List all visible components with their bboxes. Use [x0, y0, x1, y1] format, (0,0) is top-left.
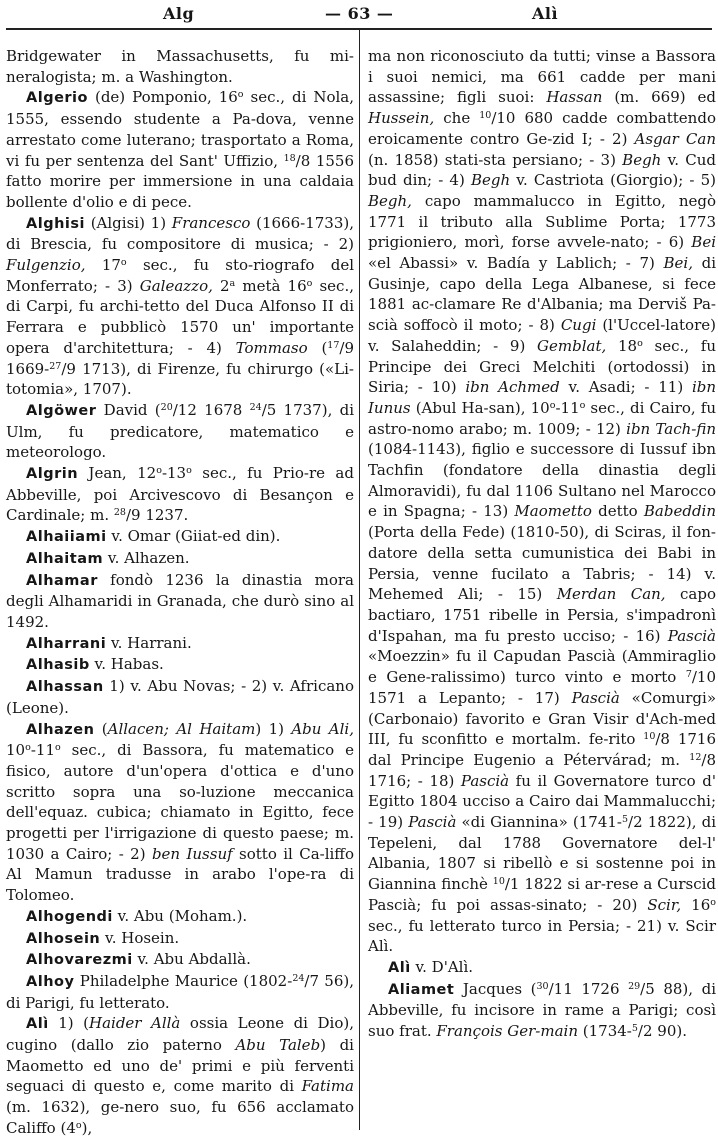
dictionary-entry: Alhaiiami v. Omar (Giiat-ed din).	[26, 527, 281, 546]
dictionary-entry: Alhosein v. Hosein.	[26, 928, 180, 947]
dictionary-entry: Algerio (de) Pomponio, 16$^o$ sec., di Nola, 1555, essendo studente a Pa-dova, venne arrestato come luterano; trasportato a Roma, vi fu per sentenza del Sant' Uffizio, $^{18}$/8 1556 fatto morire per immersione in una caldaia bollente d'olio e di pece.	[6, 88, 354, 211]
left-column	[6, 46, 354, 1139]
dictionary-entry: Alhogendi v. Abu (Moham.).	[26, 906, 248, 925]
dictionary-entry: Alhasib v. Habas.	[26, 655, 164, 674]
header-last-entry: Alì	[532, 4, 559, 23]
running-header	[0, 4, 718, 26]
dictionary-entry: Alhamar fondò 1236 la dinastia mora degli Alhamaridi in Granada, che durò sino al 1492.	[6, 570, 354, 631]
header-first-entry: Alg	[163, 4, 195, 23]
dictionary-entry: Alhoy Philadelphe Maurice (1802-$^{24}$/7 56), di Parigi, fu letterato.	[6, 971, 354, 1012]
dictionary-entry: Bridgewater in Massachusetts, fu mi-neralogista; m. a Washington.	[6, 47, 354, 86]
column-divider	[359, 30, 360, 1130]
dictionary-entry: Alhassan 1) v. Abu Novas; - 2) v. Africano (Leone).	[6, 677, 354, 717]
right-column	[368, 46, 716, 1042]
dictionary-entry: Alhovarezmi v. Abu Abdallà.	[26, 950, 251, 969]
dictionary-entry: Algöwer David ($^{20}$/12 1678 $^{24}$/5 1737), di Ulm, fu predicatore, matematico e meteorologo.	[6, 400, 355, 462]
dictionary-entry: Alì v. D'Alì.	[388, 957, 474, 976]
dictionary-entry: Aliamet Jacques ($^{30}$/11 1726 $^{29}$/5 88), di Abbeville, fu incisore in rame a Parigi; così suo frat. François Ger-main (1734-$^5$/2 90).	[368, 979, 716, 1041]
dictionary-entry: Alharrani v. Harrani.	[26, 633, 192, 652]
dictionary-entry: Algrin Jean, 12$^o$-13$^o$ sec., fu Prio-re ad Abbeville, poi Arcivescovo di Besançon e Cardinale; m. $^{28}$/9 1237.	[6, 464, 354, 525]
dictionary-entry: Alì 1) (Haider Allà ossia Leone di Dio), cugino (dallo zio paterno Abu Taleb) di Maometto ed uno de' primi e più ferventi seguaci di questo e, come marito di Fatima (m. 1632), ge-nero suo, fu 656 acclamato Califfo (4$^o$),	[6, 1014, 354, 1137]
dictionary-entry: ma non riconosciuto da tutti; vinse a Bassora i suoi nemici, ma 661 cadde per mani assassine; figli suoi: Hassan (m. 669) ed Hussein, che $^{10}$/10 680 cadde combattendo eroicamente contro Ge-zid I; - 2) Asgar Can (n. 1858) stati-sta persiano; - 3) Begh v. Cud bud din; - 4) Begh v. Castriota (Giorgio); - 5) Begh, capo mammalucco in Egitto, negò 1771 il tributo alla Sublime Porta; 1773 prigioniero, morì, forse avvele-nato; - 6) Bei «el Abassi» v. Badía y Lablich; - 7) Bei, di Gusinje, capo della Lega Albanese, si fece 1881 ac-clamare Re d'Albania; ma Derviš Pa-scià soffocò il moto; - 8) Cugi (l'Uccel-latore) v. Salaheddin; - 9) Gemblat, 18$^o$ sec., fu Principe dei Greci Melchiti (ortodossi) in Siria; - 10) ibn Achmed v. Asadi; - 11) ibn Iunus (Abul Ha-san), 10$^o$-11$^o$ sec., di Cairo, fu astro-nomo arabo; m. 1009; - 12) ibn Tach-fin (1084-1143), figlio e successore di Iussuf ibn Tachfin (fondatore della dinastia degli Almoravidi), fu dal 1106 Sultano nel Marocco e in Spagna; - 13) Maometto detto Babeddin (Porta della Fede) (1810-50), di Sciras, il fon-datore della setta cumunistica dei Babi in Persia, venne fucilato a Tabris; - 14) v. Mehemed Ali; - 15) Merdan Can, capo bactiaro, 1751 ribelle in Persia, s'impadronì d'Ispahan, ma fu presto ucciso; - 16) Pascià «Moezzin» fu il Capudan Pascià (Ammiraglio e Gene-ralissimo) turco vinto e morto $^7$/10 1571 a Lepanto; - 17) Pascià «Comurgi» (Carbonaio) favorito e Gran Visir d'Ach-med III, fu sconfitto e mortalm. fe-rito $^{10}$/8 1716 dal Principe Eugenio a Pétervárad; m. $^{12}$/8 1716; - 18) Pascià fu il Governatore turco d' Egitto 1804 ucciso a Cairo dai Mammalucchi; - 19) Pascià «di Giannina» (1741-$^5$/2 1822), di Tepeleni, dal 1788 Governatore del-l' Albania, 1807 si ribellò e si sostenne poi in Giannina finchè $^{10}$/1 1822 si ar-rese a Curscid Pascià; fu poi assas-sinato; - 20) Scir, 16$^o$ sec., fu letterato turco in Persia; - 21) v. Scir Alì.	[368, 47, 717, 956]
dictionary-entry: Alghisi (Algisi) 1) Francesco (1666-1733), di Brescia, fu compositore di musica; - 2) Fulgenzio, 17$^o$ sec., fu sto-riografo del Monferrato; - 3) Galeazzo, 2$^a$ metà 16$^o$ sec., di Carpi, fu archi-tetto del Duca Alfonso II di Ferrara e pubblicò 1570 un' importante opera d'architettura; - 4) Tommaso ($^{17}$/9 1669-$^{27}$/9 1713), di Firenze, fu chirurgo («Li-totomia», 1707).	[6, 213, 355, 399]
dictionary-entry: Alhaitam v. Alhazen.	[26, 548, 190, 567]
dictionary-entry: Alhazen (Allacen; Al Haitam) 1) Abu Ali, 10$^o$-11$^o$ sec., di Bassora, fu matematico e fisico, autore d'un'opera d'ottica e d'uno scritto sopra una so-luzione meccanica dell'equaz. cubica; chiamato in Egitto, fece progetti per l'irrigazione di questo paese; m. 1030 a Cairo; - 2) ben Iussuf sotto il Ca-liffo Al Mamun tradusse in arabo l'ope-ra di Tolomeo.	[6, 719, 354, 905]
page-number: — 63 —	[325, 4, 394, 23]
